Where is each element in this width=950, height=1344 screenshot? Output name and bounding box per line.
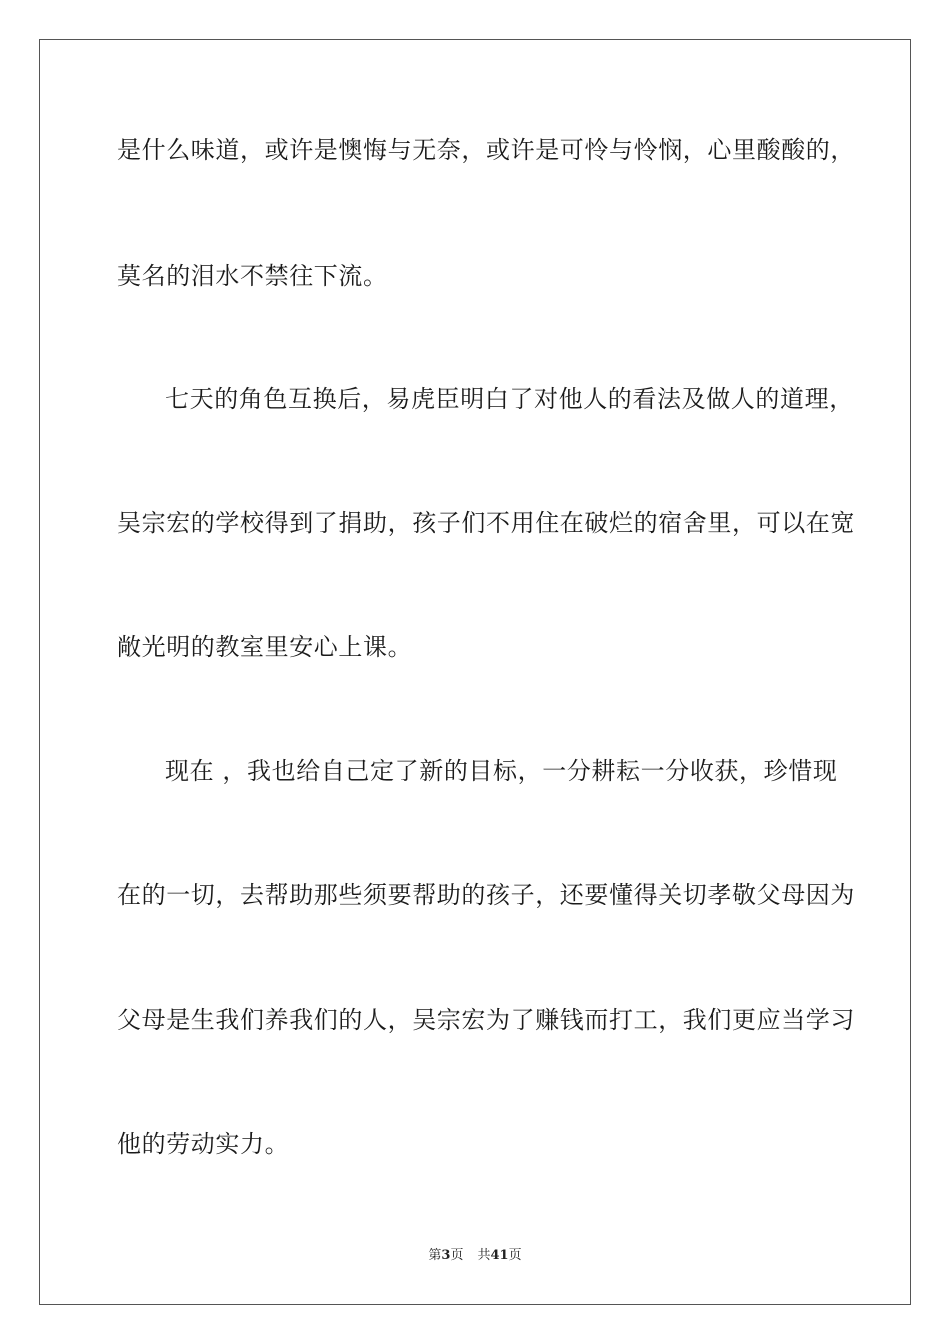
page-prefix: 第 [428, 1248, 442, 1263]
page-number: 3 [441, 1248, 451, 1263]
total-suffix: 页 [508, 1248, 522, 1263]
page-suffix: 页 [450, 1248, 464, 1263]
total-pages: 41 [490, 1248, 509, 1263]
text-line: 敞光明的教室里安心上课。 [117, 633, 413, 661]
text-line: 在的一切，去帮助那些须要帮助的孩子，还要懂得关切孝敬父母因为 [117, 881, 855, 909]
text-line: 他的劳动实力。 [117, 1130, 290, 1158]
total-prefix: 共 [477, 1248, 491, 1263]
text-line: 是什么味道，或许是懊悔与无奈，或许是可怜与怜悯，心里酸酸的， [117, 136, 855, 164]
paragraph-start-line: 现在 ，我也给自己定了新的目标，一分耕耘一分收获，珍惜现 [165, 757, 838, 785]
text-line: 莫名的泪水不禁往下流。 [117, 262, 388, 290]
text-line: 父母是生我们养我们的人，吴宗宏为了赚钱而打工，我们更应当学习 [117, 1006, 855, 1034]
text-line: 吴宗宏的学校得到了捐助，孩子们不用住在破烂的宿舍里，可以在宽 [117, 509, 855, 537]
page-footer [0, 1247, 950, 1265]
paragraph-start-line: 七天的角色互换后，易虎臣明白了对他人的看法及做人的道理， [165, 385, 854, 413]
page-border [39, 39, 911, 1305]
